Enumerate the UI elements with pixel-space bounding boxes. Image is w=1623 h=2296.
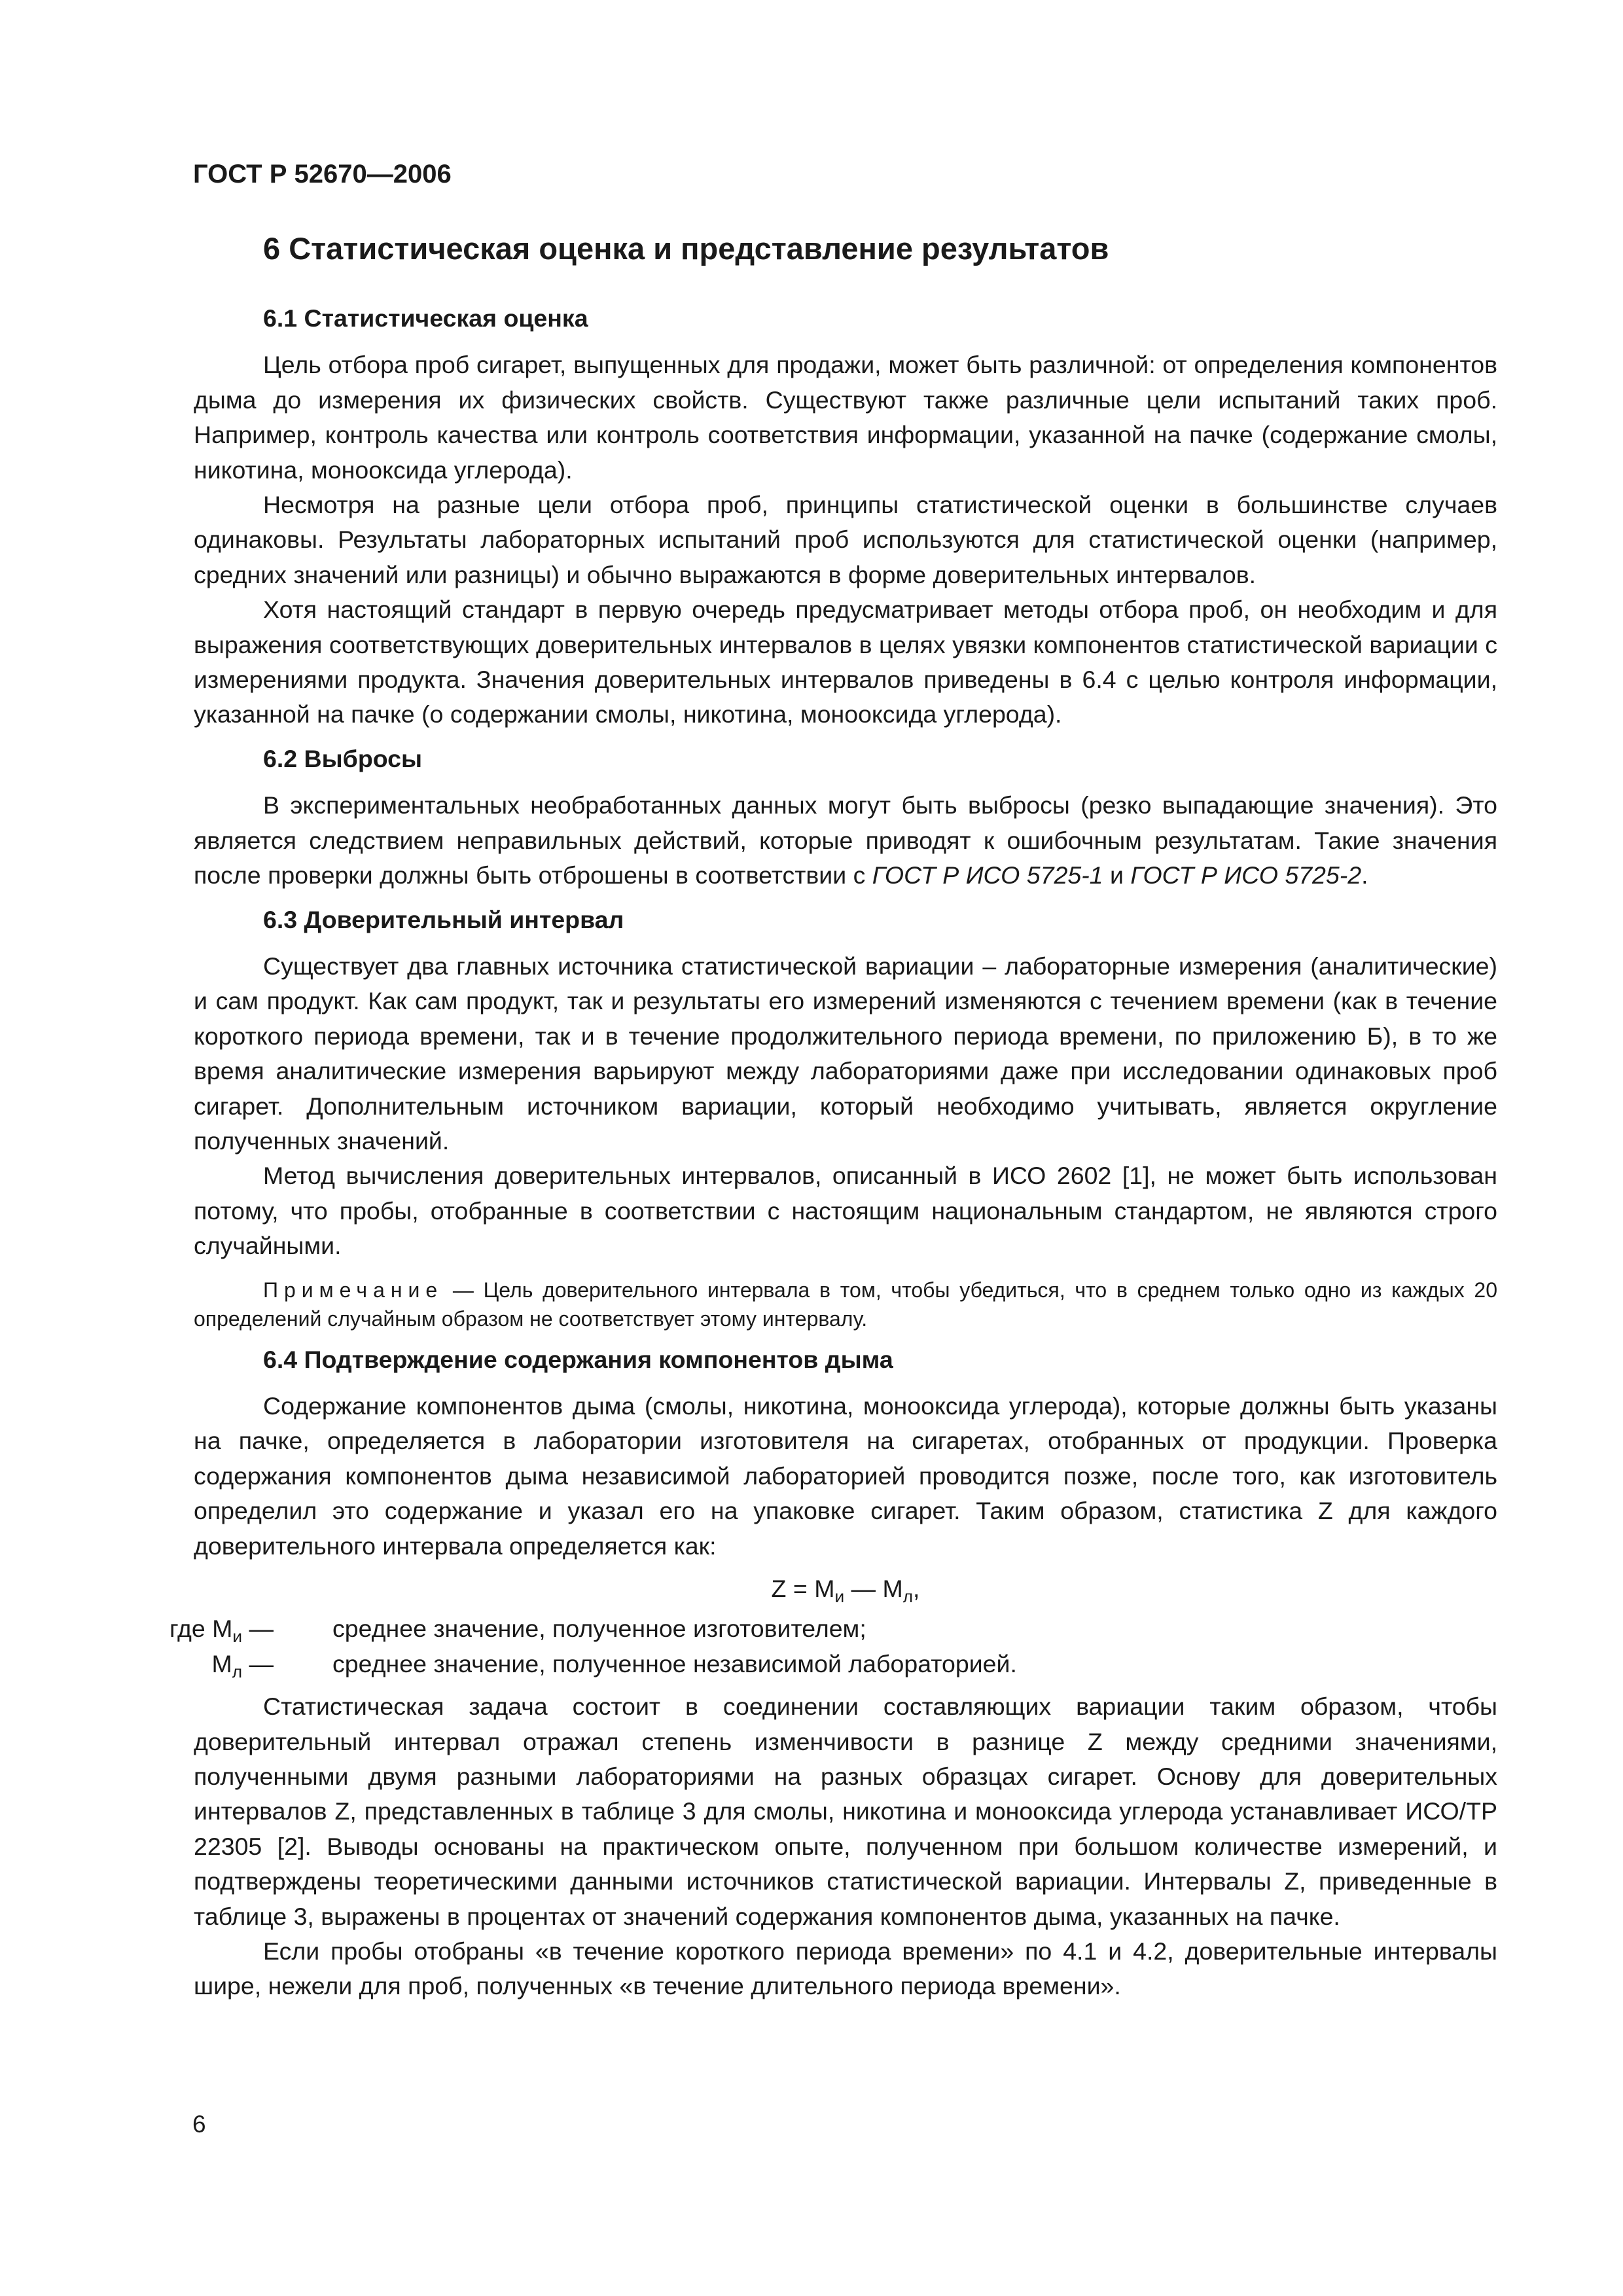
section-title: 6 Статистическая оценка и представление результатов (263, 231, 1109, 266)
paragraph: Цель отбора проб сигарет, выпущенных для продажи, может быть различной: от определения компонентов дыма до измерения их физических свойств. Существуют также различные цели испытаний таких проб. Например, контроль качества или контроль соответствия информации, указанной на пачке (содержание смолы, никотина, монооксида углерода). (194, 351, 1497, 484)
document-body (169, 301, 1497, 2004)
formula: $Z = M_и$ — $M_л$, (771, 1575, 920, 1606)
subsection-title-6-3: 6.3 Доверительный интервал (263, 905, 624, 933)
paragraph: Существует два главных источника статистической вариации – лабораторные измерения (аналитические) и сам продукт. Как сам продукт, так и результаты его измерений изменяются с течением времени (как в течение короткого периода времени, так и в течение продолжительного периода времени, по приложению Б), в то же время аналитические измерения варьируют между лабораториями даже при исследовании одинаковых проб сигарет. Дополнительным источником вариации, который необходимо учитывать, является округление полученных значений. (194, 952, 1497, 1155)
page-number: 6 (192, 2111, 206, 2138)
paragraph: Хотя настоящий стандарт в первую очередь предусматривает методы отбора проб, он необходим и для выражения соответствующих доверительных интервалов в целях увязки компонентов статистической вариации с измерениями продукта. Значения доверительных интервалов приведены в 6.4 с целью контроля информации, указанной на пачке (о содержании смолы, никотина, монооксида углерода). (194, 596, 1497, 728)
note-text: — Цель доверительного интервала в том, чтобы убедиться, что в среднем только одно из каждых 20 определений случайным образом не соответствует этому интервалу. (194, 1278, 1497, 1331)
standard-code: ГОСТ Р 52670—2006 (193, 160, 452, 188)
note-label: Примечание (263, 1278, 444, 1302)
conjunction: и (1103, 861, 1131, 889)
paragraph: Несмотря на разные цели отбора проб, принципы статистической оценки в большинстве случаев одинаковы. Результаты лабораторных испытаний проб используются для статистической оценки (например, средних значений или разницы) и обычно выражаются в форме доверительных интервалов. (194, 491, 1497, 588)
subsection-title-6-4: 6.4 Подтверждение содержания компонентов дыма (263, 1345, 893, 1373)
paragraph: Если пробы отобраны «в течение короткого периода времени» по 4.1 и 4.2, доверительные интервалы шире, нежели для проб, полученных «в течение длительного периода времени». (194, 1937, 1497, 2000)
note (194, 1276, 1497, 1333)
standard-reference: ГОСТ Р ИСО 5725-2 (1130, 861, 1362, 889)
paragraph-text: В экспериментальных необработанных данных могут быть выбросы (резко выпадающие значения). Это является следствием неправильных действий, которые приводят к ошибочным результатам. Такие значения после проверки должны быть отброшены в соответствии с (194, 791, 1497, 889)
paragraph: Метод вычисления доверительных интервалов, описанный в ИСО 2602 [1], не может быть использован потому, что пробы, отобранные в соответствии с настоящим национальным стандартом, не являются строго случайными. (194, 1162, 1497, 1260)
paragraph (194, 788, 1497, 893)
period: . (1361, 861, 1368, 889)
standard-reference: ГОСТ Р ИСО 5725-1 (872, 861, 1103, 889)
subsection-title-6-2: 6.2 Выбросы (263, 744, 423, 772)
subsection-title-6-1: 6.1 Статистическая оценка (263, 304, 588, 332)
paragraph: Статистическая задача состоит в соединении составляющих вариации таким образом, чтобы доверительный интервал отражал степень изменчивости в разнице Z между средними значениями, полученными двумя разными лабораториями на разных образцах сигарет. Основу для доверительных интервалов Z, представленных в таблице 3 для смолы, никотина и монооксида углерода устанавливает ИСО/ТР 22305 [2]. Выводы основаны на практическом опыте, полученном при большом количестве измерений, и подтверждены теоретическими данными источников статистической вариации. Интервалы Z, приведенные в таблице 3, выражены в процентах от значений содержания компонентов дыма, указанных на пачке. (194, 1693, 1497, 1930)
paragraph: Содержание компонентов дыма (смолы, никотина, монооксида углерода), которые должны быть указаны на пачке, определяется в лаборатории изготовителя на сигаретах, отобранных от продукции. Проверка содержания компонентов дыма независимой лабораторией проводится позже, после того, как изготовитель определил это содержание и указал его на упаковке сигарет. Таким образом, статистика Z для каждого доверительного интервала определяется как: (194, 1391, 1497, 1560)
variable-definition: где $M_и$ — среднее значение, полученное изготовителем; (169, 1615, 866, 1647)
variable-definition: $M_л$ — среднее значение, полученное независимой лабораторией. (211, 1649, 1017, 1681)
